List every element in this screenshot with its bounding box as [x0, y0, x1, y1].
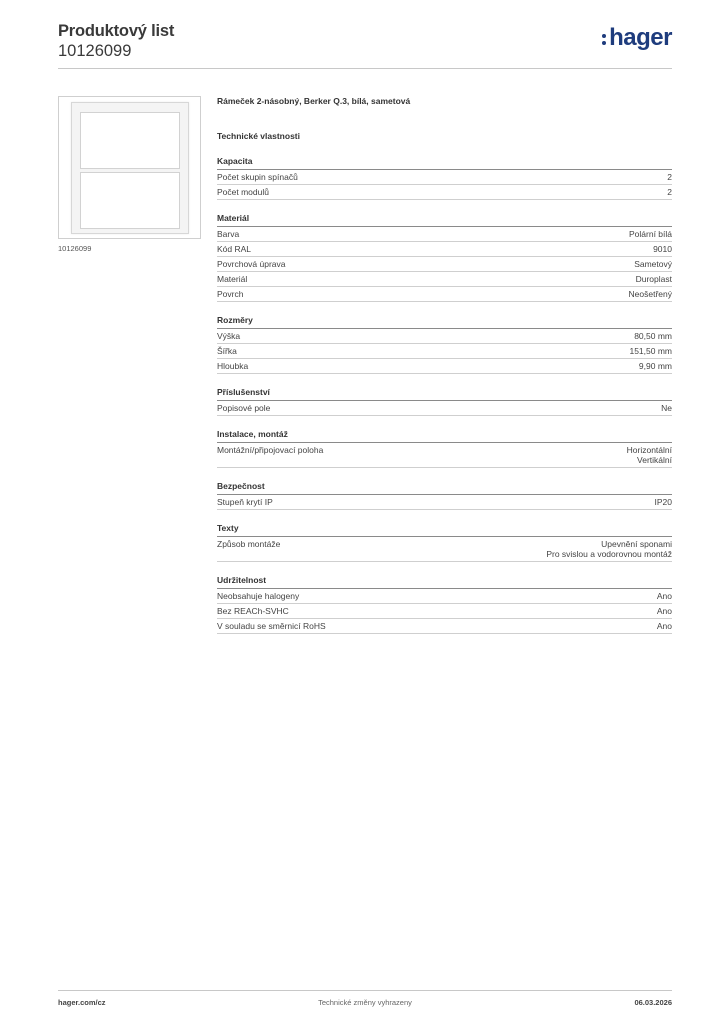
spec-row — [217, 495, 672, 510]
spec-value — [634, 259, 672, 269]
spec-value — [629, 229, 672, 239]
spec-value — [657, 591, 672, 601]
spec-row — [217, 443, 672, 468]
spec-value — [629, 346, 672, 356]
spec-value-line: Vertikální — [637, 455, 672, 465]
spec-value-line: IP20 — [654, 497, 672, 507]
spec-value-line: Polární bílá — [629, 229, 672, 239]
spec-label: Povrchová úprava — [217, 259, 286, 269]
spec-value-line: 9,90 mm — [638, 361, 672, 371]
spec-value-line: Duroplast — [635, 274, 672, 284]
footer-notice: Technické změny vyhrazeny — [318, 998, 412, 1007]
spec-label: Montážní/připojovací poloha — [217, 445, 324, 455]
spec-value — [629, 289, 672, 299]
spec-row — [217, 257, 672, 272]
spec-group-title: Texty — [217, 523, 672, 537]
product-name: Rámeček 2-násobný, Berker Q.3, bílá, sametová — [217, 96, 411, 106]
spec-row — [217, 272, 672, 287]
spec-value-line: Sametový — [634, 259, 672, 269]
spec-value — [634, 331, 672, 341]
spec-group-title: Udržitelnost — [217, 575, 672, 589]
frame-opening-bottom — [80, 172, 180, 229]
spec-value — [667, 172, 672, 182]
spec-row — [217, 287, 672, 302]
spec-value-line: Ano — [656, 606, 672, 616]
spec-group-title: Kapacita — [217, 156, 672, 170]
spec-value — [661, 403, 672, 413]
logo-dots-icon — [602, 32, 608, 46]
spec-row — [217, 359, 672, 374]
document-number: 10126099 — [58, 42, 132, 60]
spec-group-title: Rozměry — [217, 315, 672, 329]
spec-value-line: Neošetřený — [628, 289, 672, 299]
spec-value — [627, 445, 672, 465]
spec-value — [657, 606, 672, 616]
spec-value-line: Ano — [656, 591, 672, 601]
spec-value — [639, 361, 672, 371]
specification-panel — [217, 96, 672, 634]
spec-row — [217, 619, 672, 634]
spec-value-line: Upevnění sponami — [601, 539, 672, 549]
spec-group — [217, 387, 672, 416]
spec-group — [217, 575, 672, 634]
spec-value — [546, 539, 672, 559]
spec-groups — [217, 156, 672, 634]
footer-website: hager.com/cz — [58, 998, 106, 1007]
spec-label: Neobsahuje halogeny — [217, 591, 300, 601]
spec-label: Hloubka — [217, 361, 249, 371]
spec-value-line: Ne — [661, 403, 672, 413]
spec-row — [217, 227, 672, 242]
page-header — [58, 22, 672, 72]
spec-label: Kód RAL — [217, 244, 252, 254]
spec-label: Barva — [217, 229, 240, 239]
spec-row — [217, 401, 672, 416]
spec-value-line: 9010 — [653, 244, 672, 254]
spec-label: Šířka — [217, 346, 237, 356]
spec-label: Popisové pole — [217, 403, 271, 413]
spec-row — [217, 170, 672, 185]
spec-group — [217, 523, 672, 562]
footer-date: 06.03.2026 — [634, 998, 672, 1007]
spec-value-line: 2 — [667, 187, 672, 197]
spec-group — [217, 213, 672, 302]
double-frame-illustration — [71, 102, 189, 234]
spec-row — [217, 242, 672, 257]
spec-label: Bez REACh-SVHC — [217, 606, 289, 616]
spec-group — [217, 481, 672, 510]
footer-divider — [58, 990, 672, 991]
spec-value — [655, 497, 673, 507]
spec-value-line: 80,50 mm — [634, 331, 672, 341]
image-caption: 10126099 — [58, 244, 92, 253]
document-title: Produktový list — [58, 22, 175, 40]
spec-group-title: Bezpečnost — [217, 481, 672, 495]
header-divider — [58, 68, 672, 69]
spec-row — [217, 185, 672, 200]
spec-row — [217, 589, 672, 604]
spec-group — [217, 156, 672, 200]
spec-label: Povrch — [217, 289, 244, 299]
technical-properties-heading: Technické vlastnosti — [217, 131, 300, 141]
logo-text: hager — [609, 24, 672, 51]
spec-value-line: 2 — [667, 172, 672, 182]
spec-label: Materiál — [217, 274, 248, 284]
spec-group-title: Instalace, montáž — [217, 429, 672, 443]
frame-opening-top — [80, 112, 180, 169]
product-image — [58, 96, 201, 239]
hager-logo — [602, 26, 672, 50]
spec-group-title: Materiál — [217, 213, 672, 227]
spec-value — [653, 244, 672, 254]
spec-label: V souladu se směrnicí RoHS — [217, 621, 326, 631]
spec-value-line: 151,50 mm — [629, 346, 672, 356]
page-footer — [58, 998, 672, 1010]
spec-label: Výška — [217, 331, 241, 341]
spec-label: Způsob montáže — [217, 539, 281, 549]
spec-label: Počet modulů — [217, 187, 269, 197]
spec-group — [217, 315, 672, 374]
spec-row — [217, 604, 672, 619]
spec-value — [657, 621, 672, 631]
spec-row — [217, 329, 672, 344]
spec-label: Počet skupin spínačů — [217, 172, 298, 182]
spec-row — [217, 344, 672, 359]
spec-label: Stupeň krytí IP — [217, 497, 273, 507]
spec-group-title: Příslušenství — [217, 387, 672, 401]
spec-value — [667, 187, 672, 197]
spec-value-line: Ano — [656, 621, 672, 631]
spec-group — [217, 429, 672, 468]
spec-value-line: Pro svislou a vodorovnou montáž — [546, 549, 672, 559]
spec-row — [217, 537, 672, 562]
spec-value — [636, 274, 672, 284]
spec-value-line: Horizontální — [626, 445, 672, 455]
